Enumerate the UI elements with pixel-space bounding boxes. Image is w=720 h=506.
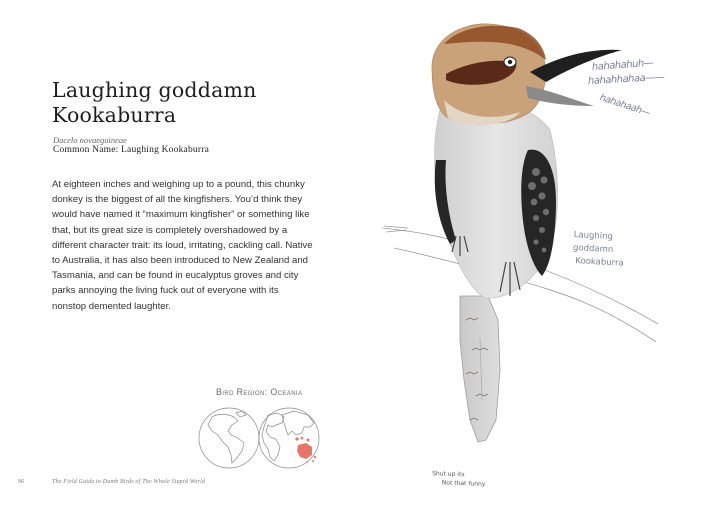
oceania-highlight xyxy=(295,437,316,463)
handwriting-laugh-3: hahahaah— xyxy=(598,92,652,119)
page-number: 96 xyxy=(18,479,24,485)
title-line-2: Kookaburra xyxy=(52,103,177,127)
scientific-name: Dacelo novaeguineae xyxy=(53,135,127,145)
description-paragraph: At eighteen inches and weighing up to a pound, this chunky donkey is the biggest of all the kingfishers. You’d think they would have named it “maximum kingfisher” or something like that, but its great size is completely overshadowed by a different character trait: its loud, irritating, cackling call. Native to Australia, it has also been introduced to New Zealand and Tasmania, and can be found in eucalyptus groves and city parks annoying the living fuck out of everyone with its nonstop demented laughter. xyxy=(52,179,313,312)
kookaburra-illustration xyxy=(360,0,720,506)
scribble-line-2: Not that funny xyxy=(441,479,486,488)
world-map-icon xyxy=(198,405,320,471)
right-page xyxy=(360,0,720,506)
title-line-1: Laughing goddamn xyxy=(52,78,257,102)
common-name: Common Name: Laughing Kookaburra xyxy=(53,145,209,155)
label-line-1: Laughing xyxy=(573,230,614,243)
bird-region-label: Bird Region: Oceania xyxy=(216,387,303,397)
handwritten-name-label xyxy=(572,229,625,271)
label-line-2: goddamn xyxy=(572,243,614,256)
handwriting-laugh-1: hahahahuh— xyxy=(591,57,654,73)
scribble-line-1: Shut up its xyxy=(432,470,465,479)
page-title xyxy=(52,78,352,128)
label-line-3: Kookaburra xyxy=(575,256,624,269)
handwriting-laugh-2: hahahhahaa—— xyxy=(587,72,665,87)
handwritten-scribble xyxy=(432,469,486,489)
tail xyxy=(460,296,500,442)
running-footer-title: The Field Guide to Dumb Birds of The Whole Stupid World xyxy=(52,479,206,485)
